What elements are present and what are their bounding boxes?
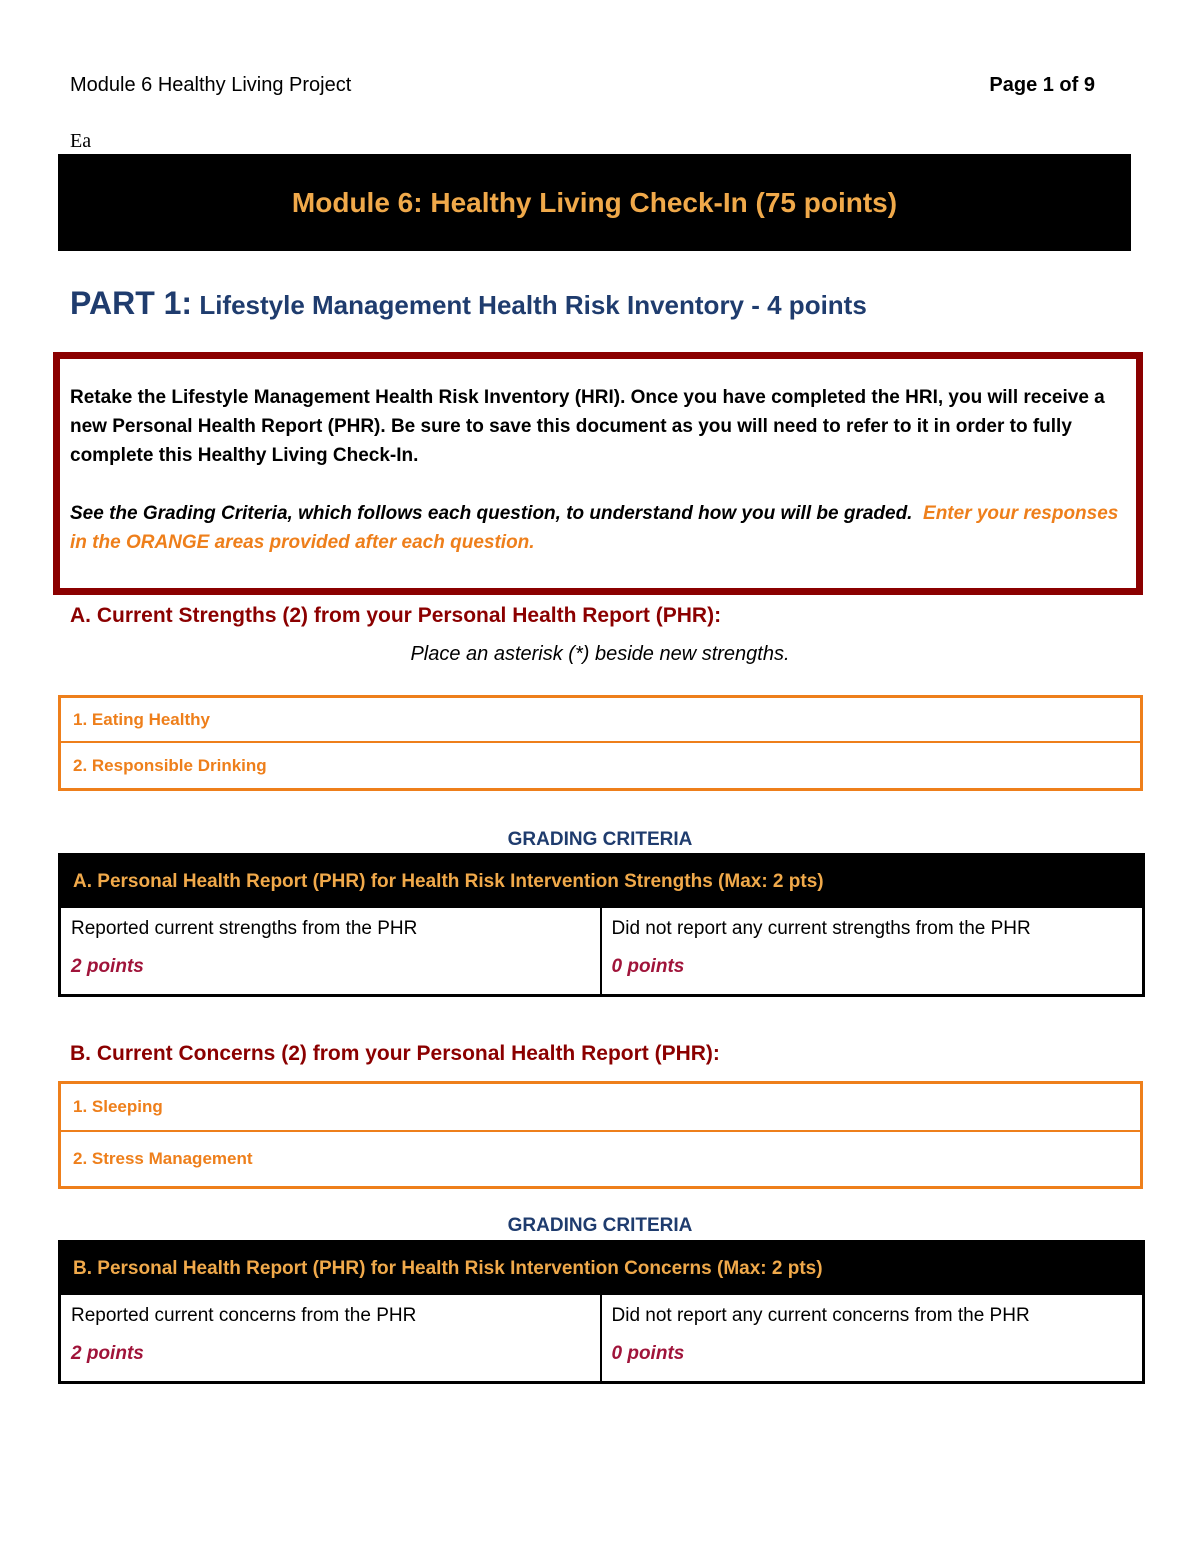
grading-b-no-points: 0 points (611, 1343, 685, 1364)
grading-a-full-desc: Reported current strengths from the PHR (71, 918, 418, 939)
grading-b-no-desc: Did not report any current concerns from the PHR (611, 1305, 1030, 1326)
grading-table-a (58, 853, 1145, 997)
page-number: Page 1 of 9 (989, 74, 1095, 96)
grading-b-full-desc: Reported current concerns from the PHR (71, 1305, 417, 1326)
concerns-response-box (58, 1081, 1143, 1189)
running-header-title: Module 6 Healthy Living Project (70, 74, 352, 96)
part-title: Lifestyle Management Health Risk Inventory - 4 points (199, 290, 867, 320)
part-heading (70, 285, 867, 322)
grading-a-no-credit (602, 908, 1143, 994)
strength-response-2[interactable]: 2. Responsible Drinking (73, 755, 267, 775)
instructions-box (53, 352, 1143, 595)
instructions-paragraph: Retake the Lifestyle Management Health Risk Inventory (HRI). Once you have completed the HRI, you will receive a new Personal Health Report (PHR). Be sure to save this document as you will need to refer to it in order to fully complete this Healthy Living Check-In. (70, 387, 1105, 466)
strength-response-1[interactable]: 1. Eating Healthy (61, 698, 1140, 743)
module-banner (58, 154, 1131, 251)
grading-table-a-header: A. Personal Health Report (PHR) for Health Risk Intervention Strengths (Max: 2 pts) (61, 856, 1142, 908)
grading-b-full-points: 2 points (71, 1343, 144, 1364)
concern-response-2[interactable]: 2. Stress Management (73, 1149, 253, 1168)
grading-a-full-credit (61, 908, 602, 994)
grading-table-b-header: B. Personal Health Report (PHR) for Health Risk Intervention Concerns (Max: 2 pts) (61, 1243, 1142, 1295)
banner-title: Module 6: Healthy Living Check-In (75 points) (291, 186, 898, 218)
section-b-heading: B. Current Concerns (2) from your Personal Health Report (PHR): (70, 1042, 720, 1065)
grading-a-full-points: 2 points (71, 956, 144, 977)
strengths-response-box (58, 695, 1143, 791)
instructions-grading-note (70, 499, 1136, 557)
name-fragment: Ea (70, 130, 92, 152)
grading-criteria-title-a: GRADING CRITERIA (507, 829, 693, 850)
grading-b-full-credit (61, 1295, 602, 1381)
grading-note-text: See the Grading Criteria, which follows each question, to understand how you will be graded. (70, 503, 913, 524)
part-label: PART 1: (70, 285, 193, 321)
section-a-note: Place an asterisk (*) beside new strengths. (410, 643, 790, 665)
grading-table-b (58, 1240, 1145, 1384)
grading-a-no-desc: Did not report any current strengths from the PHR (611, 918, 1031, 939)
section-a-heading: A. Current Strengths (2) from your Personal Health Report (PHR): (70, 604, 722, 627)
grading-b-no-credit (602, 1295, 1143, 1381)
concern-response-1[interactable]: 1. Sleeping (61, 1084, 1140, 1132)
orange-area-note: Enter your responses in the ORANGE areas provided after each question. (70, 503, 1119, 553)
grading-a-no-points: 0 points (611, 956, 685, 977)
grading-criteria-title-b: GRADING CRITERIA (507, 1215, 693, 1236)
